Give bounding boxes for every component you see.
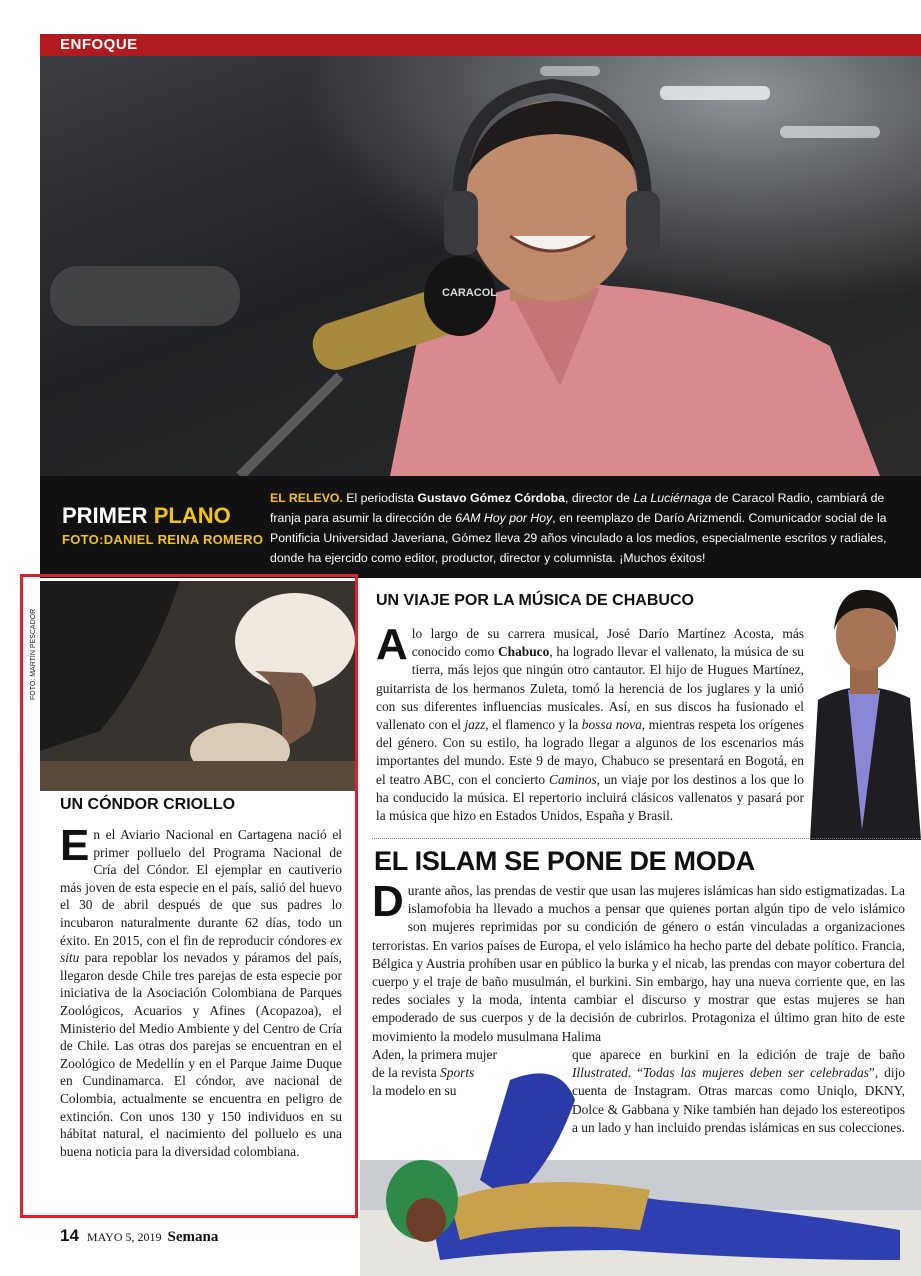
page-number: 14 — [60, 1226, 79, 1245]
condor-photo-credit: FOTO: MARTÍN PESCADOR — [30, 608, 37, 700]
chabuco-illustration — [800, 580, 921, 840]
islam-body — [372, 877, 905, 1046]
islam-left-line: Aden, la primera mujer — [372, 1047, 497, 1062]
islam-left-line — [372, 1064, 522, 1082]
chabuco-body — [376, 620, 804, 825]
condor-text: n el Aviario Nacional en Cartagena nació el primer polluelo del Programa Nacional de Cría del Cóndor. El ejemplar en cautiverio más joven de esta especie en el país, salió del huevo el 30 de abril después de que sus padres lo incubaron naturalmente durante 62 días, todo un éxito. En 2015, con el fin de reproducir cóndores — [60, 827, 342, 948]
mic-brand-text: CARACOL — [442, 287, 497, 299]
chabuco-italic: Caminos — [549, 771, 597, 787]
caption-show: La Luciérnaga — [633, 491, 712, 505]
chabuco-text: , ha logrado llevar el vallenato, la música de su tierra, más lejos que ningún otro cantautor. El hijo de Hugues Martínez, guitarrista de los hermanos Zuleta, tomó la herencia de los juglares y la unió con sus diferentes influencias musicales. Así, en sus discos ha fusionado el vallenato con el — [376, 644, 804, 733]
hero-photo — [40, 56, 921, 476]
islam-text: de la revista — [372, 1065, 441, 1081]
primer-plano-title — [62, 503, 231, 529]
section-divider — [372, 838, 921, 839]
caption-text: , en reemplazo de Darío Arizmendi. Comunicador social de la Pontificia Universidad Javeriana, Gómez lleva 29 años vinculado a los medios, especialmente escritos y radiales, donde ha ejercido como editor, productor, director y columnista. ¡Muchos éxitos! — [270, 511, 887, 565]
page-footer — [60, 1226, 218, 1246]
condor-text: para repoblar los nevados y páramos del país, llegaron desde Chile tres parejas de esta especie por iniciativa de la Asociación Colombiana de Parques Zoológicos, Acuarios y Afines (Acopazoa), el Ministerio del Medio Ambiente y del Centro de Cría de Chile. Las otras dos parejas se encuentran en el Zoológico de Medellín y en el Parque Jaime Duque en Cundinamarca. El cóndor, ave nacional de Colombia, actualmente se encuentra en peligro de extinción. Con unos 130 y 150 individuos en su hábitat natural, el nacimiento del polluelo es una buena noticia para la diversidad colombiana. — [60, 950, 342, 1159]
islam-text: urante años, las prendas de vestir que usan las mujeres islámicas han sido estigmatizadas. La islamofobia ha llevado a muchos a pensar que quienes portan algún tipo de velo islámico son mujeres reprimidas por su condición de género o están vinculadas a organizaciones terroristas. En varios países de Europa, el velo islámico ha hecho parte del debate político. Francia, Bélgica y Austria prohíben usar en público la burka y el nicab, las prendas con mayor cobertura del cuerpo y el traje de baño musulmán, el burkini. Sin embargo, hay una nueva corriente que, en las redes sociales y la moda, intenta cambiar el discurso y mostrar que estas mujeres se han empoderado de sus cuerpos y de la decisión de cubrirlos. Protagoniza el último gran hito de este movimiento la modelo musulmana Halima — [372, 883, 905, 1044]
chabuco-nickname: Chabuco — [497, 644, 550, 660]
islam-quote: Todas las mujeres deben ser celebradas — [643, 1065, 869, 1081]
chabuco-italic: jazz — [464, 717, 486, 733]
chabuco-italic: bossa nova — [581, 717, 642, 733]
section-header-bar — [40, 34, 921, 56]
condor-italic: ex situ — [60, 932, 342, 966]
hero-illustration — [40, 56, 921, 476]
islam-column-right — [572, 1046, 905, 1137]
islam-column-left — [372, 1046, 522, 1101]
caption-text: El periodista — [342, 491, 418, 505]
dropcap: D — [372, 877, 404, 926]
islam-title: EL ISLAM SE PONE DE MODA — [374, 846, 755, 876]
section-label: ENFOQUE — [60, 36, 138, 53]
chabuco-text: , mientras respeta los orígenes del género. Con su estilo, ha logrado llegar a algunos de los escenarios más importantes del mundo. Este 9 de mayo, Chabuco se presentará en Bogotá, en el teatro ABC, con el concierto — [376, 717, 804, 787]
hero-photo-credit: FOTO:DANIEL REINA ROMERO — [62, 532, 264, 547]
islam-italic: Illustrated — [572, 1065, 628, 1081]
chabuco-title: UN VIAJE POR LA MÚSICA DE CHABUCO — [376, 592, 694, 609]
islam-italic: Sports — [440, 1065, 475, 1081]
islam-text: . “ — [627, 1065, 644, 1081]
hero-caption — [270, 488, 910, 568]
chabuco-text: , el flamenco y la — [485, 717, 582, 733]
condor-title: UN CÓNDOR CRIOLLO — [60, 796, 236, 813]
chabuco-text: lo largo de su carrera musical, José Darío Martínez Acosta, más conocido como — [411, 626, 804, 660]
chabuco-text: , un viaje por los destinos a los que lo ha conducido la música. El repertorio incluirá clásicos vallenatos y pasará por la música que hizo en Estados Unidos, España y Brasil. — [376, 771, 804, 824]
dropcap: A — [376, 620, 408, 669]
islam-text: ”, dijo cuenta de Instagram. Otras marcas como Uniqlo, DKNY, Dolce & Gabbana y Nike también han dejado los estereotipos a un lado y han incluido prendas islámicas en sus colecciones. — [572, 1065, 905, 1135]
caption-lead: EL RELEVO. — [270, 491, 343, 505]
caption-text: , director de — [565, 491, 634, 505]
highlight-box — [20, 574, 358, 1218]
caption-text: de Caracol Radio, cambiará de franja para asumir la dirección de — [270, 491, 885, 525]
caption-name: Gustavo Gómez Córdoba — [417, 491, 565, 505]
chabuco-photo — [800, 580, 921, 840]
dropcap: E — [60, 821, 90, 870]
title-yellow-word: PLANO — [153, 503, 231, 528]
title-white-word: PRIMER — [62, 503, 148, 528]
islam-text: que aparece en burkini en la edición de traje de baño — [572, 1047, 905, 1062]
issue-date: MAYO 5, 2019 — [86, 1230, 162, 1244]
islam-left-line: la modelo en su — [372, 1083, 457, 1099]
magazine-name: Semana — [167, 1229, 219, 1245]
caption-show: 6AM Hoy por Hoy — [455, 511, 553, 525]
